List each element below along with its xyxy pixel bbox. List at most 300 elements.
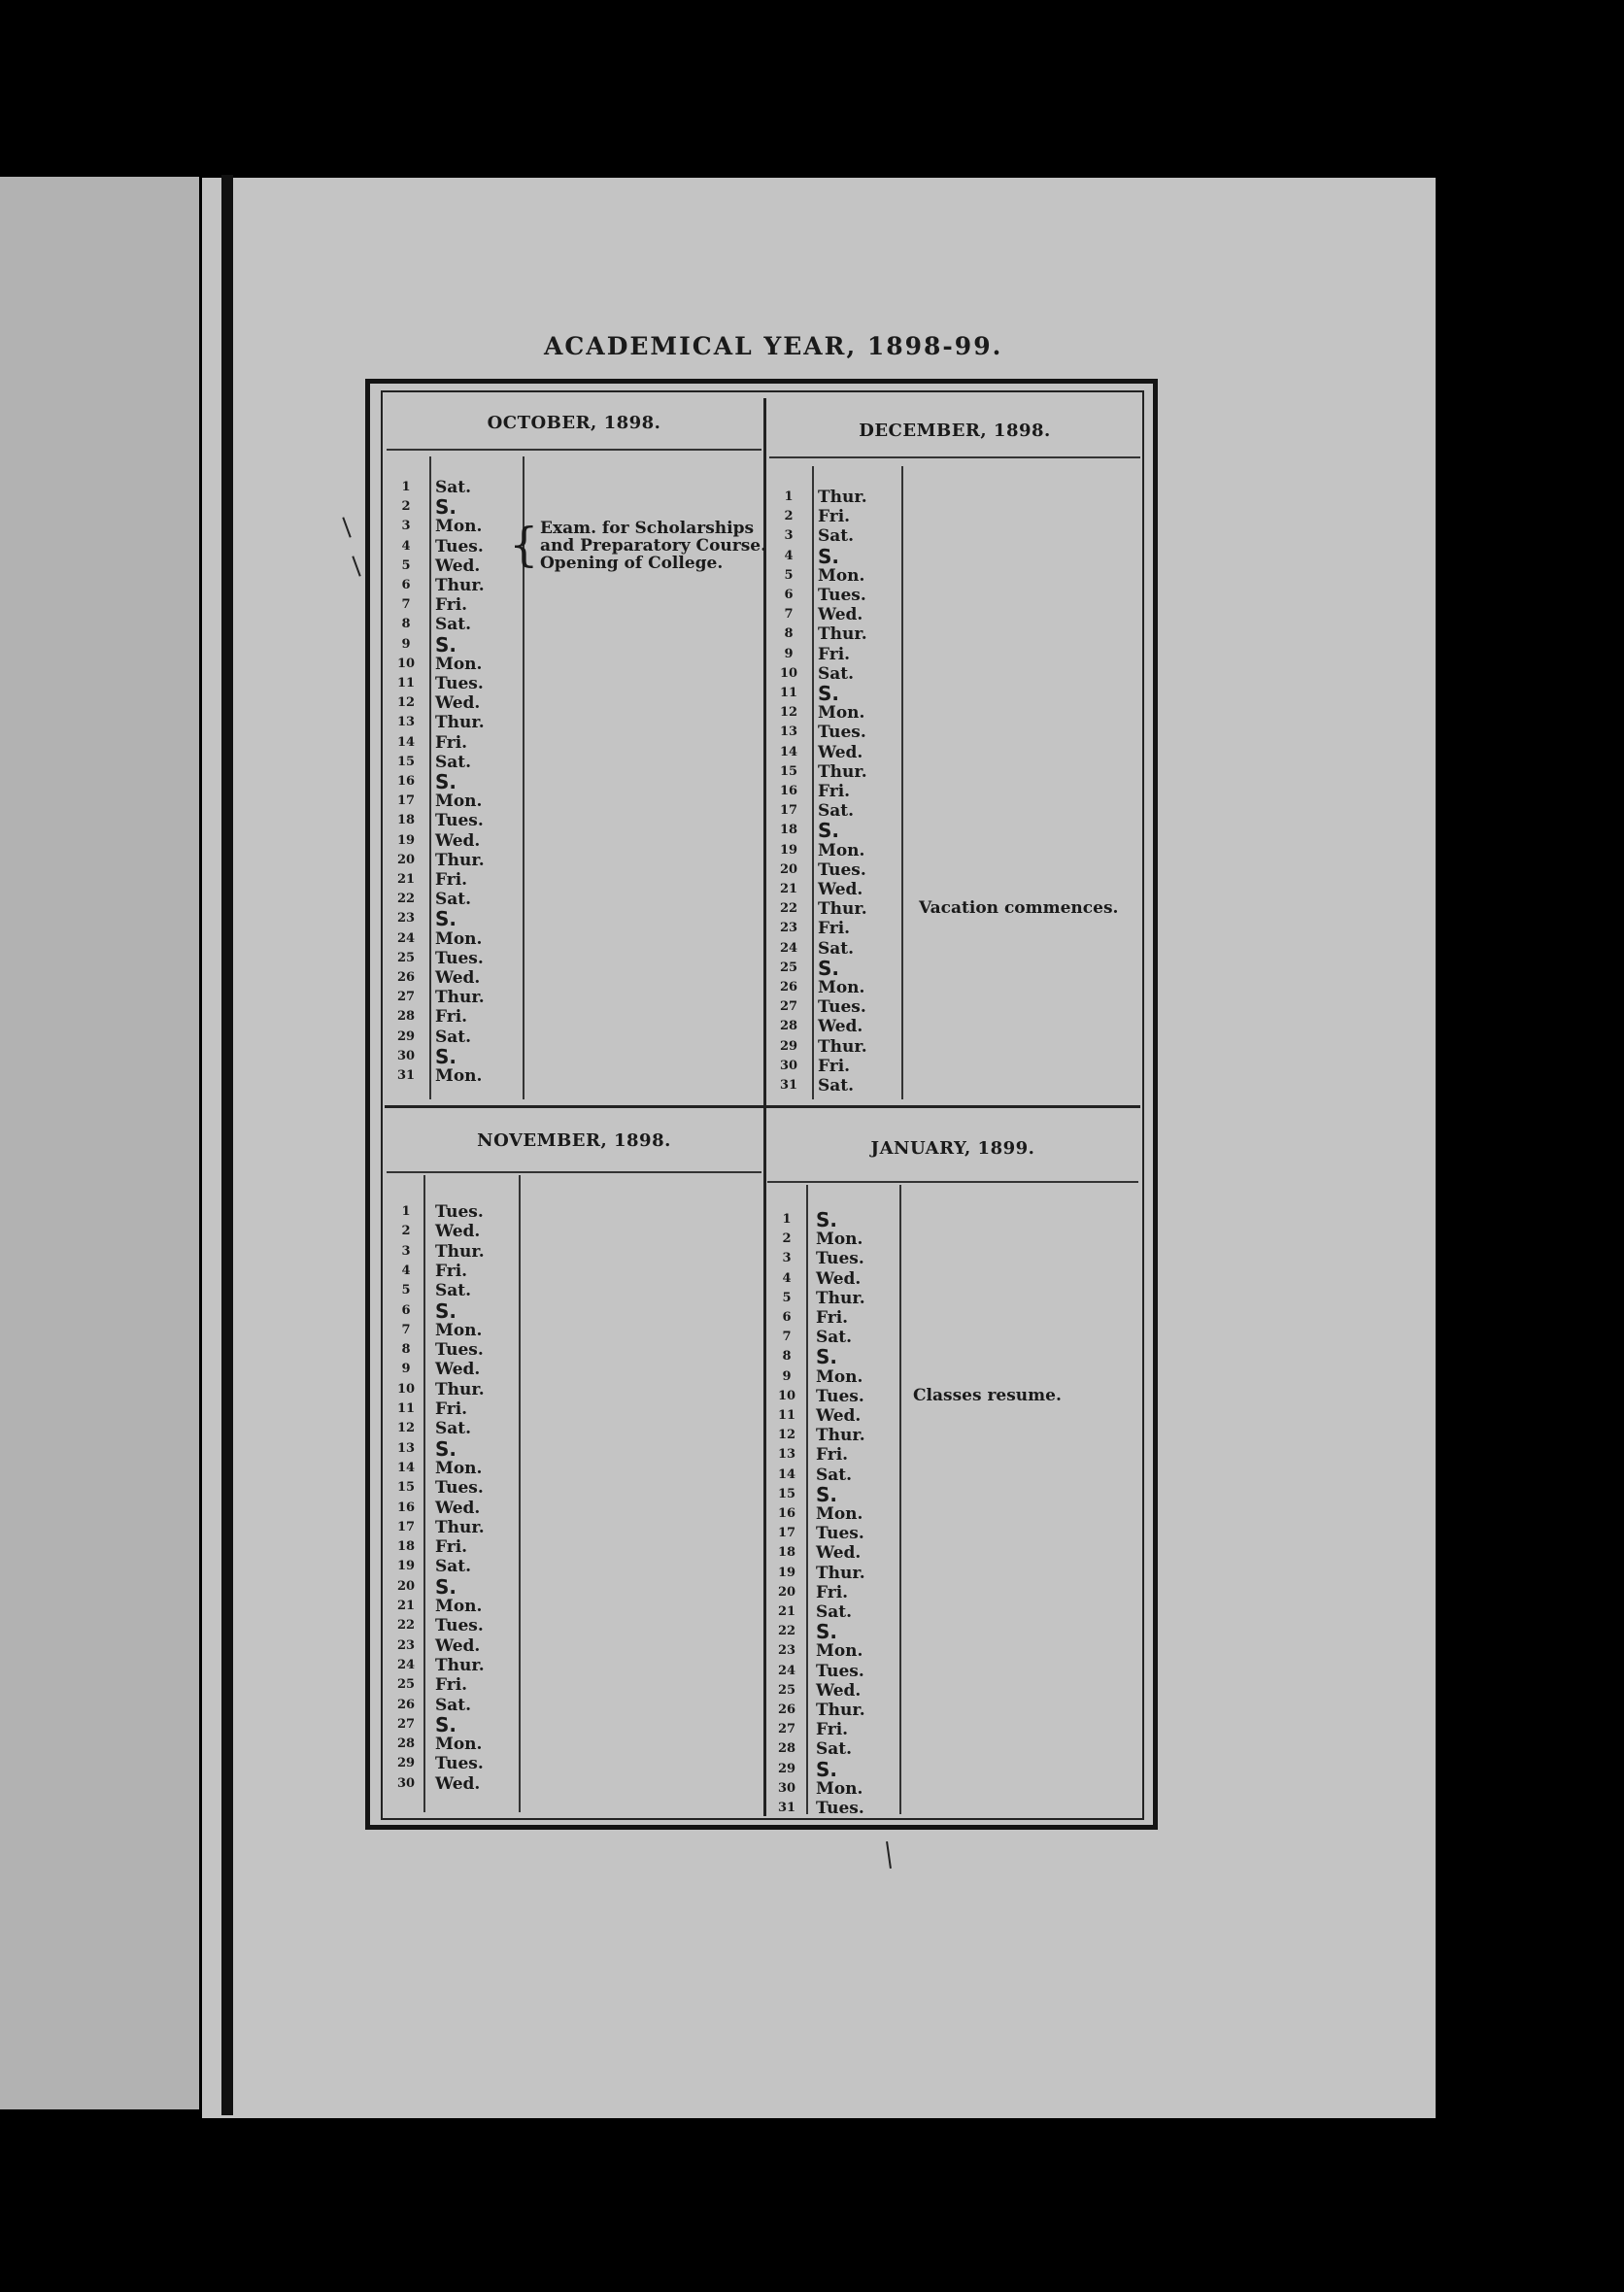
day-row <box>387 674 513 693</box>
day-number: 24 <box>779 940 798 956</box>
notes-column-line <box>899 1185 901 1814</box>
day-number: 23 <box>396 1637 416 1653</box>
day-number: 19 <box>777 1565 796 1580</box>
weekday-name: Thur. <box>818 1036 867 1057</box>
day-number: 27 <box>396 1716 416 1732</box>
day-number: 18 <box>779 823 798 838</box>
day-row <box>767 1720 894 1739</box>
day-row <box>387 537 513 556</box>
day-row <box>769 939 896 959</box>
day-number: 27 <box>779 999 798 1015</box>
day-row <box>387 929 513 949</box>
day-number: 22 <box>396 1618 416 1634</box>
day-row <box>767 1269 894 1289</box>
day-number: 28 <box>396 1736 416 1752</box>
event-note: and Preparatory Course. <box>540 535 767 556</box>
weekday-name: S. <box>818 956 840 980</box>
weekday-name: Thur. <box>816 1426 865 1446</box>
weekday-name: Tues. <box>818 586 866 605</box>
day-row <box>387 1222 513 1241</box>
day-number: 19 <box>396 832 416 848</box>
day-number: 12 <box>396 1421 416 1436</box>
day-row <box>387 1399 513 1419</box>
day-row <box>769 624 896 644</box>
weekday-name: Sat. <box>435 478 472 497</box>
day-row <box>769 860 896 880</box>
day-number: 15 <box>777 1486 796 1501</box>
day-row <box>387 1419 513 1438</box>
weekday-name: Wed. <box>435 693 481 714</box>
day-number: 4 <box>401 538 411 554</box>
day-number: 13 <box>396 715 416 730</box>
weekday-name: Sat. <box>435 752 472 772</box>
day-row <box>387 831 513 851</box>
day-row <box>387 1656 513 1675</box>
day-number: 14 <box>396 734 416 750</box>
weekday-name: Fri. <box>435 1399 468 1419</box>
day-row <box>769 880 896 899</box>
day-row <box>767 1308 894 1328</box>
day-row <box>767 1757 894 1781</box>
weekday-name: Wed. <box>816 1680 862 1701</box>
day-number: 29 <box>777 1761 796 1776</box>
weekday-name: S. <box>435 1574 457 1599</box>
day-row <box>767 1779 894 1799</box>
day-number: 9 <box>401 636 411 652</box>
weekday-name: Fri. <box>435 595 468 616</box>
weekday-name: Fri. <box>435 1537 468 1558</box>
weekday-name: Fri. <box>818 1056 851 1076</box>
day-row <box>767 1445 894 1465</box>
day-row <box>769 526 896 546</box>
day-number: 18 <box>777 1545 796 1561</box>
day-number: 6 <box>782 1310 792 1325</box>
day-number: 29 <box>396 1028 416 1044</box>
weekday-name: Sat. <box>816 1465 853 1485</box>
day-number: 5 <box>784 567 794 583</box>
day-number: 24 <box>777 1663 796 1678</box>
day-row <box>767 1799 894 1818</box>
day-row <box>769 819 896 843</box>
weekday-name: Mon. <box>818 840 865 860</box>
day-row <box>769 488 896 507</box>
day-row <box>769 782 896 801</box>
month-title: OCTOBER, 1898. <box>387 398 761 451</box>
weekday-name: Mon. <box>816 1504 863 1524</box>
day-row <box>769 664 896 684</box>
day-number: 7 <box>782 1330 792 1345</box>
weekday-name: Thur. <box>435 1517 485 1537</box>
day-number: 4 <box>784 548 794 563</box>
weekday-name: Thur. <box>816 1288 865 1308</box>
day-row <box>387 1360 513 1379</box>
day-row <box>387 1636 513 1656</box>
weekday-name: Thur. <box>816 1563 865 1583</box>
day-number: 11 <box>396 1401 416 1416</box>
day-number: 3 <box>401 519 411 534</box>
weekday-name: Wed. <box>818 1017 863 1037</box>
day-number: 8 <box>401 617 411 632</box>
day-row <box>387 1066 513 1086</box>
day-row <box>767 1367 894 1387</box>
weekday-name: Fri. <box>435 870 468 890</box>
weekday-name: Sat. <box>818 526 855 547</box>
day-row <box>387 517 513 536</box>
day-row <box>767 1543 894 1563</box>
weekday-name: Fri. <box>818 919 851 939</box>
weekday-name: Tues. <box>818 860 866 880</box>
day-number: 2 <box>401 499 411 515</box>
day-number: 1 <box>401 480 411 494</box>
day-number: 11 <box>396 676 416 691</box>
day-row <box>769 645 896 664</box>
day-number: 30 <box>396 1775 416 1791</box>
weekday-name: Tues. <box>435 1478 484 1499</box>
day-row <box>387 1616 513 1635</box>
day-number: 23 <box>396 911 416 927</box>
day-number: 10 <box>777 1388 796 1403</box>
weekday-name: Sat. <box>816 1739 853 1760</box>
weekday-name: Tues. <box>816 1661 864 1681</box>
weekday-name: Wed. <box>435 1498 481 1518</box>
day-row <box>387 495 513 520</box>
month-title: NOVEMBER, 1898. <box>387 1111 761 1173</box>
day-row <box>769 586 896 605</box>
day-number: 18 <box>396 813 416 828</box>
weekday-name: Sat. <box>816 1328 853 1348</box>
weekday-name: S. <box>435 907 457 931</box>
day-number: 8 <box>401 1342 411 1358</box>
day-row <box>767 1387 894 1406</box>
day-number: 2 <box>782 1231 792 1247</box>
day-number: 16 <box>777 1506 796 1521</box>
day-row <box>387 988 513 1007</box>
day-row <box>387 1202 513 1222</box>
weekday-name: Fri. <box>435 732 468 753</box>
weekday-name: S. <box>435 770 457 793</box>
day-number: 25 <box>396 1677 416 1693</box>
day-row <box>767 1620 894 1644</box>
weekday-name: Tues. <box>435 536 484 556</box>
weekday-name: Wed. <box>816 1543 862 1564</box>
day-row <box>387 811 513 830</box>
day-row <box>769 566 896 586</box>
weekday-name: Mon. <box>816 1230 863 1250</box>
month-title: JANUARY, 1899. <box>767 1117 1138 1183</box>
day-number: 31 <box>777 1801 796 1815</box>
day-number: 16 <box>396 1500 416 1515</box>
day-row <box>387 949 513 968</box>
day-number: 29 <box>396 1756 416 1771</box>
day-number: 23 <box>777 1643 796 1659</box>
day-row <box>387 851 513 870</box>
day-row <box>769 743 896 762</box>
day-number: 28 <box>779 1019 798 1034</box>
weekday-name: Tues. <box>435 1202 484 1222</box>
day-row <box>769 919 896 938</box>
day-row <box>387 1478 513 1498</box>
day-row <box>387 907 513 931</box>
day-number: 20 <box>779 861 798 877</box>
day-number: 31 <box>396 1068 416 1083</box>
weekday-name: Mon. <box>816 1366 863 1387</box>
day-number: 19 <box>779 842 798 858</box>
day-number: 20 <box>777 1584 796 1600</box>
day-row <box>767 1524 894 1543</box>
day-row <box>387 1675 513 1695</box>
brace-icon: { <box>509 517 539 572</box>
weekday-name: S. <box>818 544 840 568</box>
day-row <box>387 968 513 988</box>
weekday-name: Sat. <box>435 1027 472 1047</box>
day-row <box>769 841 896 860</box>
day-number: 17 <box>777 1526 796 1541</box>
weekday-name: Fri. <box>816 1308 849 1328</box>
day-number: 1 <box>401 1204 411 1219</box>
day-row <box>769 997 896 1017</box>
day-number: 2 <box>784 509 794 524</box>
day-number: 22 <box>777 1624 796 1639</box>
weekday-name: Wed. <box>435 1773 481 1794</box>
weekday-name: Fri. <box>435 1261 468 1281</box>
weekday-name: Fri. <box>816 1720 849 1740</box>
weekday-name: Thur. <box>818 899 867 920</box>
day-row <box>767 1210 894 1230</box>
day-number: 12 <box>777 1428 796 1443</box>
day-number: 28 <box>777 1741 796 1757</box>
day-number: 7 <box>401 597 411 613</box>
weekday-name: Sat. <box>818 1076 855 1095</box>
day-number: 24 <box>396 1657 416 1672</box>
day-number: 13 <box>396 1440 416 1456</box>
weekday-name: Tues. <box>435 948 484 968</box>
weekday-name: Thur. <box>435 988 485 1008</box>
weekday-name: Sat. <box>818 801 855 822</box>
day-row <box>387 1321 513 1340</box>
month-january <box>767 1117 1138 1816</box>
day-row <box>387 1044 513 1068</box>
weekday-name: S. <box>816 1208 838 1231</box>
notes-column-line <box>901 466 903 1099</box>
day-number: 24 <box>396 930 416 946</box>
day-number: 12 <box>396 695 416 711</box>
day-number: 10 <box>779 665 798 681</box>
day-row <box>387 1242 513 1262</box>
weekday-name: Fri. <box>818 782 851 801</box>
weekday-name: Wed. <box>435 1222 481 1242</box>
day-number: 25 <box>779 960 798 975</box>
day-number: 19 <box>396 1559 416 1574</box>
weekday-name: S. <box>816 1620 838 1644</box>
weekday-name: Mon. <box>816 1778 863 1799</box>
weekday-name: S. <box>818 682 840 705</box>
day-number: 30 <box>777 1780 796 1796</box>
day-number: 17 <box>396 793 416 809</box>
day-number: 3 <box>401 1243 411 1259</box>
day-number: 18 <box>396 1539 416 1555</box>
weekday-name: Fri. <box>435 1007 468 1028</box>
day-row <box>387 632 513 657</box>
day-row <box>767 1406 894 1426</box>
day-row <box>387 1774 513 1794</box>
weekday-name: Tues. <box>435 1340 484 1361</box>
day-row <box>769 723 896 742</box>
day-row <box>387 576 513 595</box>
day-row <box>387 1262 513 1281</box>
day-number: 3 <box>782 1251 792 1266</box>
weekday-name: Tues. <box>818 997 866 1018</box>
page-gutter <box>221 175 233 2115</box>
day-row <box>387 1007 513 1027</box>
weekday-name: Fri. <box>435 1675 468 1696</box>
day-row <box>387 792 513 811</box>
day-row <box>767 1328 894 1347</box>
weekday-name: Tues. <box>435 674 484 693</box>
day-number: 10 <box>396 1381 416 1397</box>
facing-page-edge <box>0 177 199 2109</box>
weekday-name: Tues. <box>816 1386 864 1406</box>
day-number: 21 <box>777 1604 796 1619</box>
day-row <box>387 693 513 713</box>
day-row <box>387 1696 513 1715</box>
day-row <box>387 1574 513 1599</box>
weekday-name: Wed. <box>816 1268 862 1289</box>
day-row <box>769 1076 896 1095</box>
weekday-name: Tues. <box>816 1524 864 1544</box>
day-number: 9 <box>401 1362 411 1377</box>
weekday-name: Wed. <box>435 830 481 851</box>
weekday-name: Sat. <box>435 890 472 910</box>
day-row <box>767 1583 894 1602</box>
day-row <box>387 1459 513 1478</box>
weekday-name: Sat. <box>435 1695 472 1715</box>
day-row <box>769 899 896 919</box>
weekday-name: Thur. <box>818 624 867 645</box>
day-number: 28 <box>396 1009 416 1025</box>
day-number: 15 <box>779 763 798 779</box>
weekday-name: S. <box>435 632 457 657</box>
month-title: DECEMBER, 1898. <box>769 406 1140 458</box>
day-number: 4 <box>782 1270 792 1286</box>
day-row <box>767 1426 894 1445</box>
day-row <box>769 684 896 703</box>
day-number: 26 <box>777 1702 796 1717</box>
weekday-name: Tues. <box>816 1249 864 1269</box>
weekday-name: Fri. <box>818 644 851 664</box>
day-number: 14 <box>777 1466 796 1482</box>
weekday-name: Wed. <box>816 1406 862 1426</box>
day-number: 8 <box>784 626 794 642</box>
day-number: 16 <box>396 774 416 789</box>
weekday-name: Sat. <box>818 938 855 959</box>
day-number: 14 <box>779 744 798 759</box>
day-number: 22 <box>396 892 416 907</box>
day-number: 8 <box>782 1349 792 1365</box>
day-row <box>767 1739 894 1759</box>
day-row <box>769 1037 896 1057</box>
weekday-name: S. <box>816 1482 838 1506</box>
event-note: Classes resume. <box>913 1385 1062 1405</box>
day-row <box>387 1281 513 1300</box>
month-november <box>387 1111 761 1816</box>
day-number: 13 <box>777 1447 796 1463</box>
weekday-name: S. <box>435 1436 457 1461</box>
weekday-name: Wed. <box>435 1635 481 1656</box>
weekday-name: Sat. <box>816 1602 853 1622</box>
day-row <box>387 595 513 615</box>
weekday-name: Sat. <box>435 615 472 635</box>
day-row <box>767 1681 894 1701</box>
day-row <box>387 1557 513 1576</box>
day-number: 27 <box>777 1722 796 1737</box>
day-number: 20 <box>396 1578 416 1594</box>
weekday-name: Thur. <box>435 1379 485 1399</box>
weekday-name: Mon. <box>818 703 865 724</box>
weekday-name: S. <box>435 495 457 520</box>
day-number: 11 <box>777 1408 796 1423</box>
day-row <box>769 544 896 568</box>
notes-column-line <box>519 1175 521 1812</box>
weekday-name: Sat. <box>435 1557 472 1577</box>
day-row <box>387 478 513 497</box>
day-row <box>387 1499 513 1518</box>
weekday-name: Mon. <box>816 1641 863 1662</box>
day-row <box>769 1017 896 1036</box>
day-row <box>767 1289 894 1308</box>
day-row <box>767 1602 894 1622</box>
day-row <box>387 1754 513 1773</box>
day-row <box>387 556 513 576</box>
day-number: 21 <box>396 872 416 887</box>
day-row <box>767 1249 894 1268</box>
weekday-name: S. <box>435 1298 457 1323</box>
day-row <box>387 1537 513 1557</box>
event-note: Exam. for Scholarships <box>540 518 755 538</box>
day-row <box>769 801 896 821</box>
weekday-name: Wed. <box>818 880 863 899</box>
day-row <box>387 1298 513 1323</box>
day-row <box>387 1028 513 1047</box>
weekday-name: Thur. <box>435 1241 485 1262</box>
day-row <box>387 655 513 674</box>
day-number: 1 <box>782 1212 792 1227</box>
day-number: 17 <box>396 1519 416 1534</box>
day-number: 3 <box>784 528 794 544</box>
day-row <box>387 772 513 792</box>
weekday-name: Wed. <box>435 1360 481 1380</box>
day-number: 4 <box>401 1263 411 1278</box>
day-number: 30 <box>779 1058 798 1073</box>
day-row <box>387 1380 513 1399</box>
weekday-name: Mon. <box>435 654 483 674</box>
day-number: 2 <box>401 1224 411 1239</box>
day-number: 16 <box>779 784 798 798</box>
weekday-name: Wed. <box>435 556 481 576</box>
day-row <box>387 890 513 909</box>
day-number: 7 <box>784 607 794 623</box>
page-header: ACADEMICAL YEAR, 1898-99. <box>544 332 1003 360</box>
day-number: 17 <box>779 803 798 819</box>
day-number: 21 <box>779 882 798 896</box>
weekday-name: Mon. <box>435 928 483 949</box>
weekday-name: Fri. <box>818 507 851 527</box>
weekday-name: Mon. <box>435 517 483 537</box>
day-number: 7 <box>401 1322 411 1337</box>
weekday-name: Thur. <box>435 576 485 595</box>
day-row <box>767 1230 894 1249</box>
month-october <box>387 398 767 1103</box>
day-row <box>387 733 513 753</box>
